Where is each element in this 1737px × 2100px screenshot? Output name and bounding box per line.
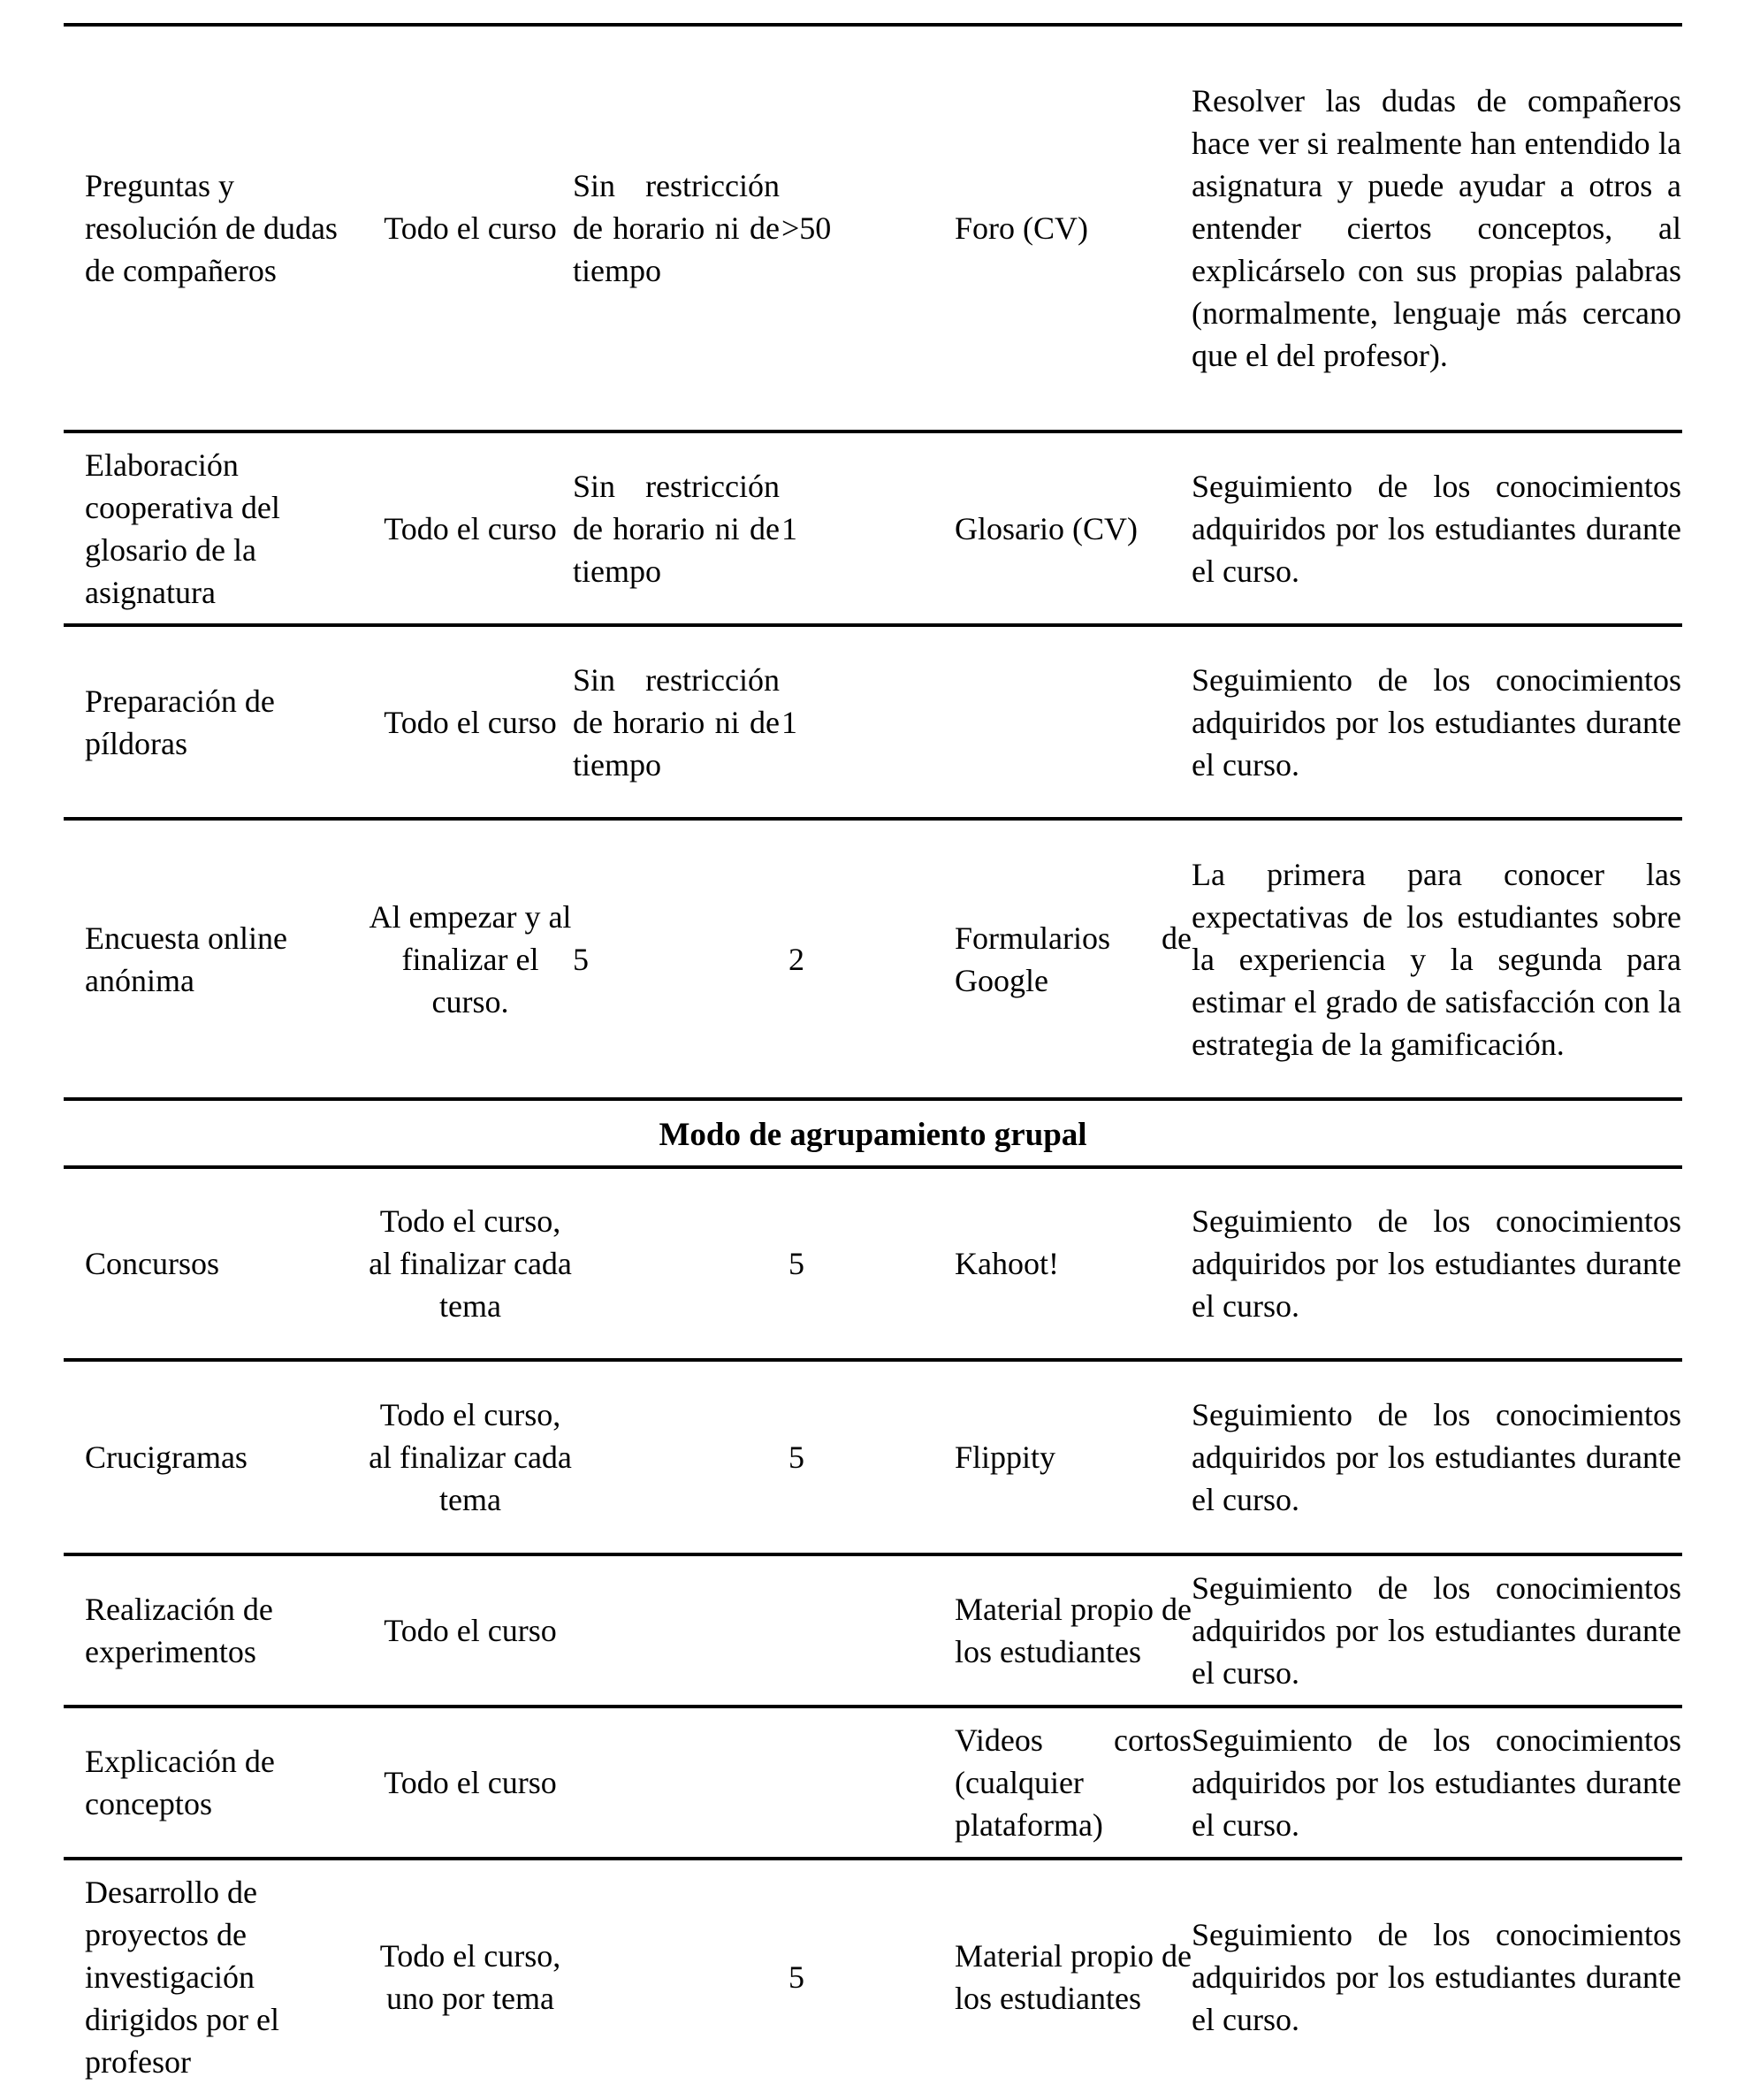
timing-cell: Todo el curso <box>384 510 557 546</box>
schedule-cell <box>573 1556 780 1705</box>
count-cell <box>781 1708 932 1857</box>
count-cell <box>781 1556 932 1705</box>
activity-cell: Explicación de conceptos <box>85 1744 275 1821</box>
count-cell: 1 <box>781 510 797 546</box>
timing-cell: Todo el curso, uno por tema <box>379 1938 561 2016</box>
count-cell: 1 <box>781 704 797 740</box>
timing-cell: Todo el curso <box>384 704 557 740</box>
count-cell: 5 <box>789 1439 804 1475</box>
purpose-cell: Resolver las dudas de compañeros hace ver si realmente han entendido la asignatura y puede ayudar a otros a entender ciertos conceptos, al explicárselo con sus propias palabras (normalmente, lenguaje más cercano que el del profesor). <box>1192 83 1681 373</box>
schedule-cell <box>573 1708 780 1857</box>
purpose-cell: Seguimiento de los conocimientos adquiridos por los estudiantes durante el curso. <box>1192 1917 1681 2037</box>
table-row <box>64 627 1682 817</box>
count-cell: 5 <box>789 1959 804 1995</box>
activity-cell: Preparación de píldoras <box>85 683 275 761</box>
schedule-cell: Sin restricción de horario ni de tiempo <box>573 168 780 288</box>
timing-cell: Todo el curso, al finalizar cada tema <box>369 1397 572 1517</box>
tool-cell: Kahoot! <box>955 1246 1059 1281</box>
purpose-cell: Seguimiento de los conocimientos adquiridos por los estudiantes durante el curso. <box>1192 661 1681 783</box>
group-section-title: Modo de agrupamiento grupal <box>659 1116 1087 1153</box>
timing-cell: Todo el curso <box>384 210 557 246</box>
tool-cell: Material propio de los estudiantes <box>955 1938 1192 2016</box>
schedule-cell <box>573 1169 780 1358</box>
table-row <box>64 1860 1682 2094</box>
tool-cell: Foro (CV) <box>955 210 1088 246</box>
table-row <box>64 27 1682 430</box>
tool-cell: Material propio de los estudiantes <box>955 1592 1192 1669</box>
activity-cell: Crucigramas <box>85 1439 248 1475</box>
table-row <box>64 1708 1682 1857</box>
table-row <box>64 1362 1682 1553</box>
tool-cell: Flippity <box>955 1439 1056 1475</box>
purpose-cell: Seguimiento de los conocimientos adquiridos por los estudiantes durante el curso. <box>1192 1203 1681 1324</box>
schedule-cell: 5 <box>573 941 589 977</box>
tool-cell: Formularios de Google <box>955 920 1192 998</box>
activity-cell: Desarrollo de proyectos de investigación dirigidos por el profesor <box>85 1875 279 2080</box>
purpose-cell: Seguimiento de los conocimientos adquiridos por los estudiantes durante el curso. <box>1192 1722 1681 1843</box>
tool-cell: Glosario (CV) <box>955 510 1138 546</box>
table-row <box>64 433 1682 623</box>
purpose-cell: La primera para conocer las expectativas de los estudiantes sobre la experiencia y la segunda para estimar el grado de satisfacción con la estrategia de la gamificación. <box>1192 856 1681 1062</box>
activity-cell: Encuesta online anónima <box>85 920 287 998</box>
purpose-cell: Seguimiento de los conocimientos adquiridos por los estudiantes durante el curso. <box>1192 1570 1681 1691</box>
timing-cell: Todo el curso <box>384 1613 557 1648</box>
schedule-cell: Sin restricción de horario ni de tiempo <box>573 468 780 589</box>
timing-cell: Todo el curso, al finalizar cada tema <box>369 1203 572 1324</box>
activity-cell: Preguntas y resolución de dudas de compañeros <box>85 168 338 288</box>
table-row <box>64 1169 1682 1358</box>
schedule-cell <box>573 1362 780 1553</box>
count-cell: 2 <box>789 941 804 977</box>
purpose-cell: Seguimiento de los conocimientos adquiridos por los estudiantes durante el curso. <box>1192 1397 1681 1517</box>
timing-cell: Al empezar y al finalizar el curso. <box>369 898 572 1019</box>
schedule-cell <box>573 1860 780 2094</box>
timing-cell: Todo el curso <box>384 1765 557 1800</box>
count-cell: >50 <box>781 210 832 246</box>
tool-cell <box>955 627 1192 817</box>
schedule-cell: Sin restricción de horario ni de tiempo <box>573 661 780 783</box>
table-row <box>64 1556 1682 1705</box>
activity-cell: Realización de experimentos <box>85 1592 273 1669</box>
count-cell: 5 <box>789 1246 804 1281</box>
activity-cell: Concursos <box>85 1246 219 1281</box>
table-rule <box>64 1097 1682 1101</box>
table-row <box>64 821 1682 1097</box>
tool-cell: Videos cortos (cualquier plataforma) <box>955 1722 1192 1843</box>
purpose-cell: Seguimiento de los conocimientos adquiridos por los estudiantes durante el curso. <box>1192 468 1681 589</box>
activity-cell: Elaboración cooperativa del glosario de la asignatura <box>85 447 280 610</box>
